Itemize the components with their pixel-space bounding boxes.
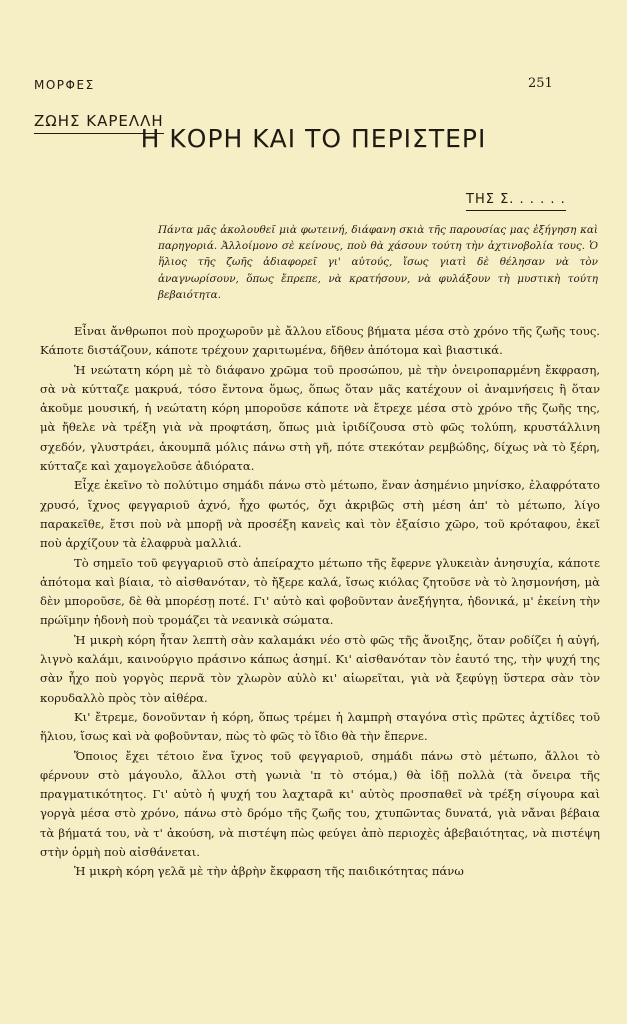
epigraph: Πάντα μᾶς ἀκολουθεῖ μιὰ φωτεινή, διάφανη σκιὰ τῆς παρουσίας μας ἐξήγηση καὶ παρηγοριά. Ἀλλοίμονο σὲ κείνους, ποὺ θὰ χάσουν τούτη τὴν ἀχτινοβολία τους. Ὁ ἥλιος τῆς ζωῆς ἀδιαφορεῖ γι' αὐτούς, ἴσως γιατὶ δὲ θέλησαν νὰ τὸν ἀναγνωρίσουν, ὅπως ἔπρεπε, νὰ κρατήσουν, νὰ φυλάξουν τὴ μυστικὴ τούτη βεβαιότητα. <box>158 224 598 301</box>
article-byline: ΤΗΣ Σ. . . . . . <box>466 192 566 211</box>
paragraph: Τὸ σημεῖο τοῦ φεγγαριοῦ στὸ ἀπείραχτο μέτωπο τῆς ἔφερνε γλυκειὰν ἀνησυχία, κάποτε ἀπότομα καὶ βίαια, τὸ αἰσθανόταν, τὸ ἤξερε καλά, ἴσως κιόλας ζητοῦσε νὰ τὸ λησμονήση, μὰ δὲν μποροῦσε, δὲ θὰ μπορέσῃ ποτέ. Γι' αὐτὸ καὶ φοβοῦνταν ἀνεξήγητα, ἡδονικά, μ' ἐκείνη τὴν πρώϊμην ἡδονὴ ποὺ τρομάζει τὰ νεανικὰ σώματα. <box>40 555 600 628</box>
page-number: 251 <box>528 76 553 91</box>
paragraph: Εἶναι ἄνθρωποι ποὺ προχωροῦν μὲ ἄλλου εἴδους βήματα μέσα στὸ χρόνο τῆς ζωῆς τους. Κάποτε διστάζουν, κάποτε τρέχουν χαριτωμένα, δῆθεν ἀπότομα καὶ βιαστικά. <box>40 324 600 358</box>
author-name: ΖΩΗΣ ΚΑΡΕΛΛΗ <box>34 112 164 134</box>
paragraph: Ὅποιος ἔχει τέτοιο ἕνα ἴχνος τοῦ φεγγαριοῦ, σημάδι πάνω στὸ μέτωπο, ἄλλοι τὸ φέρνουν στὸ μάγουλο, ἄλλοι στὴ γωνιὰ 'π τὸ στόμα,) θὰ ἰδῇ πολλὰ (τὰ ὄνειρα τῆς πραγματικότητος. Γι' αὐτὸ ἡ ψυχή του λαχταρᾶ κι' αὐτὸς προσπαθεῖ νὰ τρέξη σίγουρα καὶ γοργὰ μέσα στὸ χρόνο, πάνω στὸ δρόμο τῆς ζωῆς του, χτυπῶντας δυνατά, γιὰ νἄναι βέβαια τὰ βήματά του, νὰ τ' ἀκούση, νὰ πιστέψη πὼς φεύγει ἀπὸ περιοχὲς ἀβεβαιότητας, νὰ πιστέψη στὴν ὁρμὴ ποὺ αἰσθάνεται. <box>40 748 600 860</box>
paragraph: Κι' ἔτρεμε, δονοῦνταν ἡ κόρη, ὅπως τρέμει ἡ λαμπρὴ σταγόνα στὶς πρῶτες ἀχτίδες τοῦ ἥλιου, ἴσως καὶ νὰ φοβοῦνταν, πὼς τὸ φῶς τὸ ἴδιο θὰ τὴν ἔπερνε. <box>40 709 600 744</box>
article-body <box>40 322 600 882</box>
paragraph: Εἶχε ἐκεῖνο τὸ πολύτιμο σημάδι πάνω στὸ μέτωπο, ἕναν ἀσημένιο μηνίσκο, ἐλαφρότατο χρυσό, ἴχνος φεγγαριοῦ ἀχνό, ἦχο φωτός, ὄχι ἀκριβῶς στὴ μέση ἀπ' τὸ μέτωπο, λίγο παρακεῖθε, ἔτσι ποὺ νὰ μπορῇ νὰ προσέξη κανεὶς καὶ τὸν ἐξαίσιο χῶρο, τοῦ κρόταφου, ἐκεῖ ποὺ ἀρχίζουν τὰ ἐλαφρυὰ μαλλιά. <box>40 478 600 551</box>
paragraph: Ἡ νεώτατη κόρη μὲ τὸ διάφανο χρῶμα τοῦ προσώπου, μὲ τὴν ὀνειροπαρμένη ἔκφραση, σὰ νὰ κύτταζε μακρυά, τόσο ἔντονα ὅμως, ὅπως ὅταν μᾶς κατέχουν οἱ ἀναμνήσεις ἢ ὅταν ἀκοῦμε μουσική, ἡ νεώτατη κόρη μποροῦσε κάποτε νὰ ἔτρεχε μέσα στὸ χρόνο τῆς ζωῆς της, μὰ ἤθελε νὰ τρέξη γιὰ νὰ προφτάση, ὅπως μιὰ ἰριδίζουσα στὸ φῶς τολύπη, κρυστάλλινη σχεδόν, γλυστράει, ἀκουμπᾶ μόλις πάνω στὴ γῆ, πότε στεκόταν ρεμβώδης, δίχως νὰ τὸ ξέρη, κύτταζε καὶ χαμογελοῦσε ἀδιόρατα. <box>40 362 600 474</box>
paragraph: Ἡ μικρὴ κόρη γελᾶ μὲ τὴν ἁβρὴν ἔκφραση τῆς παιδικότητας πάνω <box>74 864 464 879</box>
journal-name: ΜΟΡΦΕΣ <box>34 78 95 92</box>
paragraph: Ἡ μικρὴ κόρη ἦταν λεπτὴ σὰν καλαμάκι νέο στὸ φῶς τῆς ἄνοιξης, ὅταν ροδίζει ἡ αὐγή, λιγνὸ καλάμι, καινούργιο πράσινο κάπως ἀσημί. Κι' αἰσθανόταν τὸν ἑαυτό της, τὴν ψυχή της σὰν ἦχο ποὺ γοργὸς περνᾶ τὸν χλωρὸν αὐλὸ κι' αἰωρεῖται, γιὰ νὰ ξεφύγῃ ὕστερα σὰν τὸν κορυδαλλὸ πρὸς τὸν αἰθέρα. <box>40 632 600 705</box>
article-title: Η ΚΟΡΗ ΚΑΙ ΤΟ ΠΕΡΙΣΤΕΡΙ <box>140 124 487 153</box>
